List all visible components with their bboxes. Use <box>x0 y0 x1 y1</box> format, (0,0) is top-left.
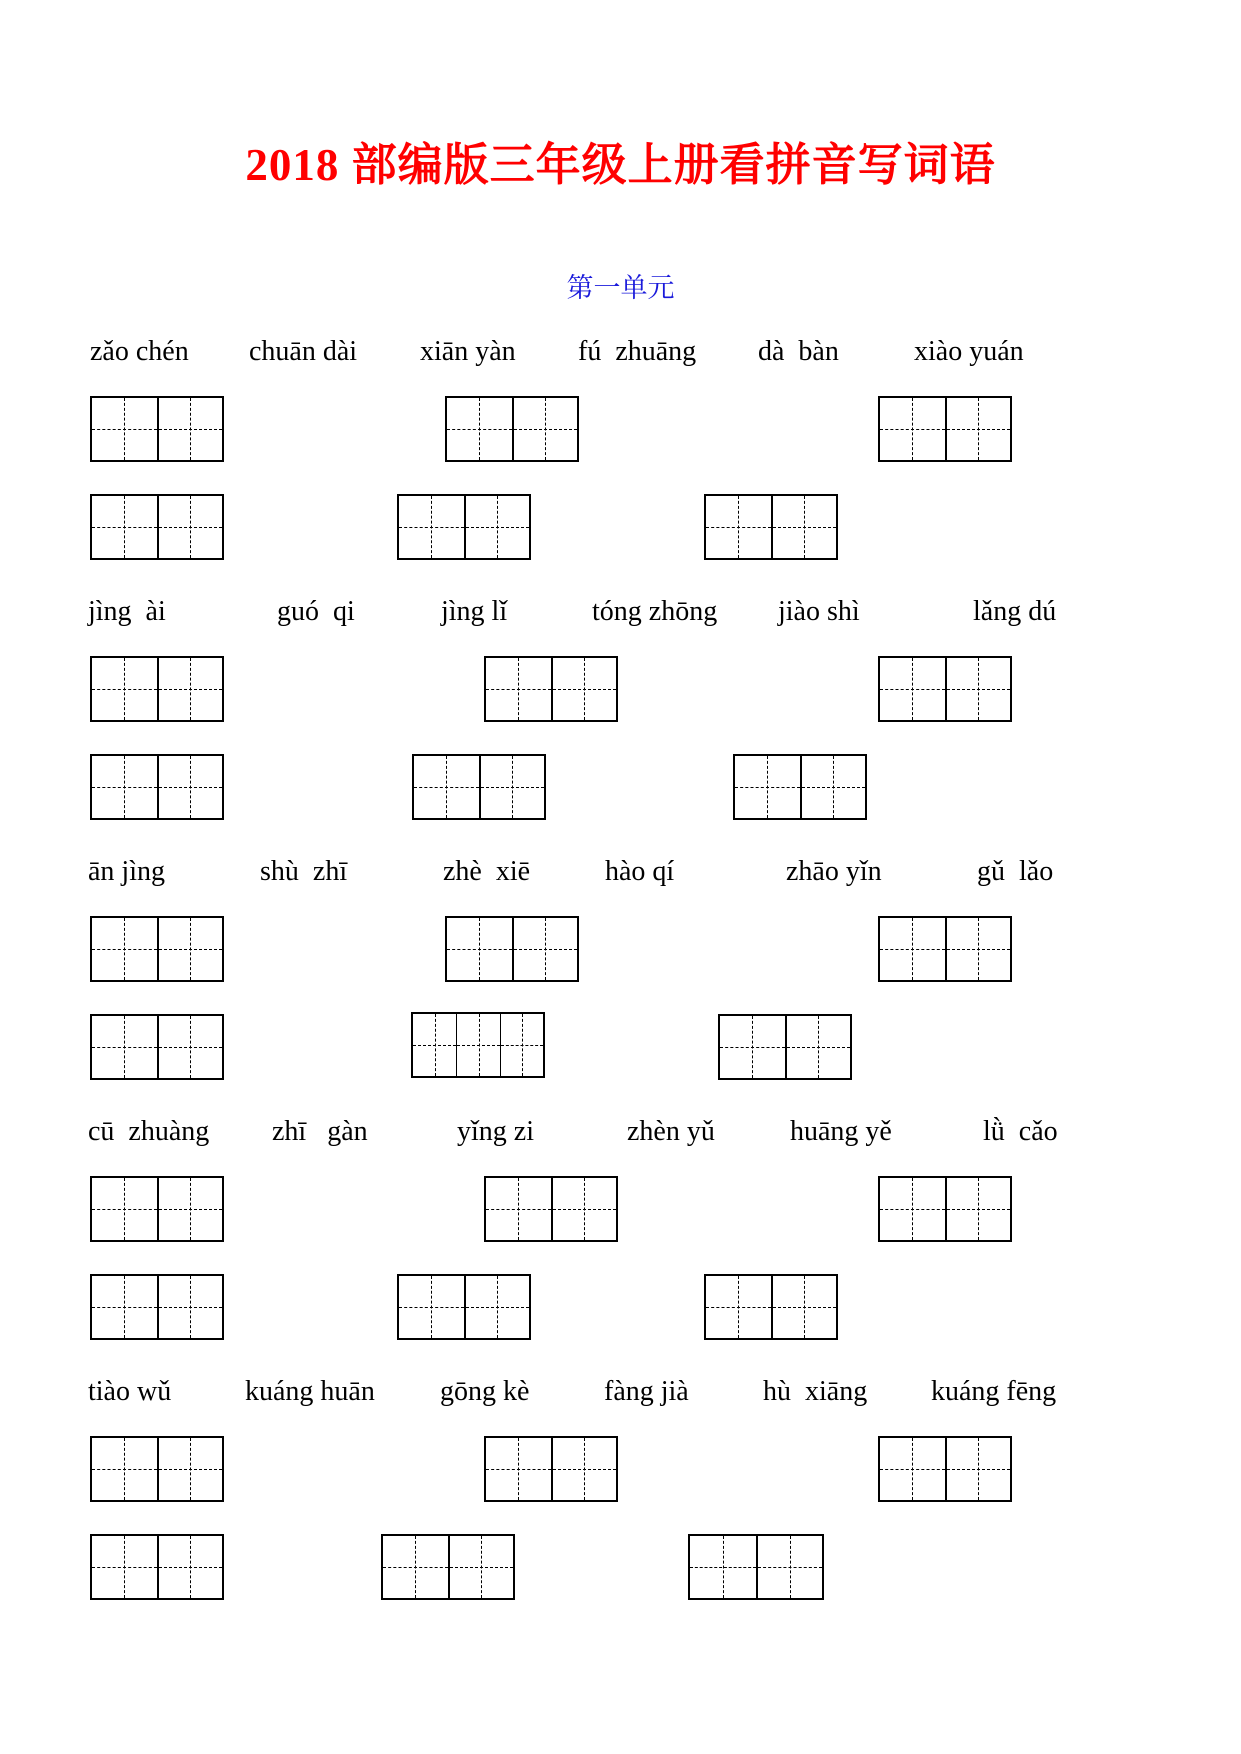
pinyin-label: tóng zhōng <box>592 596 718 627</box>
writing-grid[interactable] <box>878 656 1012 722</box>
writing-grid[interactable] <box>878 1176 1012 1242</box>
pinyin-label: chuān dài <box>249 336 358 367</box>
writing-grid[interactable] <box>90 494 224 560</box>
writing-grid[interactable] <box>412 754 546 820</box>
writing-grid[interactable] <box>90 396 224 462</box>
pinyin-label: kuáng fēng <box>931 1376 1057 1407</box>
writing-grid[interactable] <box>878 916 1012 982</box>
writing-grid[interactable] <box>718 1014 852 1080</box>
pinyin-label: zhèn yǔ <box>627 1116 715 1147</box>
writing-grid[interactable] <box>733 754 867 820</box>
pinyin-label: lǎng dú <box>973 596 1057 627</box>
pinyin-label: hù xiāng <box>763 1376 868 1407</box>
writing-grid[interactable] <box>90 1176 224 1242</box>
writing-grid[interactable] <box>90 1534 224 1600</box>
pinyin-label: jìng ài <box>88 596 166 627</box>
writing-grid[interactable] <box>878 396 1012 462</box>
pinyin-label: lǜ cǎo <box>983 1116 1058 1147</box>
writing-grid[interactable] <box>90 1436 224 1502</box>
writing-grid[interactable] <box>688 1534 824 1600</box>
pinyin-label: zhī gàn <box>272 1116 368 1147</box>
writing-grid[interactable] <box>704 494 838 560</box>
writing-grid[interactable] <box>445 396 579 462</box>
pinyin-label: xiān yàn <box>420 336 516 367</box>
pinyin-label: dà bàn <box>758 336 839 367</box>
pinyin-label: fàng jià <box>604 1376 689 1407</box>
unit-heading: 第一单元 <box>566 273 675 303</box>
pinyin-label: gǔ lǎo <box>977 856 1054 887</box>
writing-grid[interactable] <box>90 754 224 820</box>
writing-grid[interactable] <box>484 656 618 722</box>
pinyin-label: xiào yuán <box>914 336 1024 367</box>
writing-grid[interactable] <box>878 1436 1012 1502</box>
writing-grid[interactable] <box>484 1436 618 1502</box>
writing-grid[interactable] <box>397 494 531 560</box>
pinyin-label: fú zhuāng <box>578 336 697 367</box>
writing-grid[interactable] <box>704 1274 838 1340</box>
pinyin-label: gōng kè <box>440 1376 530 1407</box>
pinyin-label: zǎo chén <box>90 336 189 367</box>
pinyin-label: zhè xiē <box>443 856 531 887</box>
pinyin-label: jiào shì <box>778 596 860 627</box>
pinyin-label: guó qi <box>277 596 355 627</box>
writing-grid[interactable] <box>397 1274 531 1340</box>
writing-grid[interactable] <box>445 916 579 982</box>
pinyin-label: yǐng zi <box>457 1116 534 1147</box>
pinyin-label: huāng yě <box>790 1116 892 1147</box>
pinyin-label: zhāo yǐn <box>786 856 882 887</box>
writing-grid[interactable] <box>90 656 224 722</box>
pinyin-label: cū zhuàng <box>88 1116 210 1147</box>
pinyin-label: hào qí <box>605 856 675 887</box>
writing-grid[interactable] <box>411 1012 545 1078</box>
pinyin-label: jìng lǐ <box>441 596 508 627</box>
page-title: 2018 部编版三年级上册看拼音写词语 <box>245 140 996 190</box>
pinyin-label: ān jìng <box>88 856 165 887</box>
writing-grid[interactable] <box>90 1014 224 1080</box>
writing-grid[interactable] <box>381 1534 515 1600</box>
writing-grid[interactable] <box>484 1176 618 1242</box>
pinyin-label: tiào wǔ <box>88 1376 172 1407</box>
writing-grid[interactable] <box>90 1274 224 1340</box>
pinyin-label: shù zhī <box>260 856 348 887</box>
writing-grid[interactable] <box>90 916 224 982</box>
pinyin-label: kuáng huān <box>245 1376 375 1407</box>
